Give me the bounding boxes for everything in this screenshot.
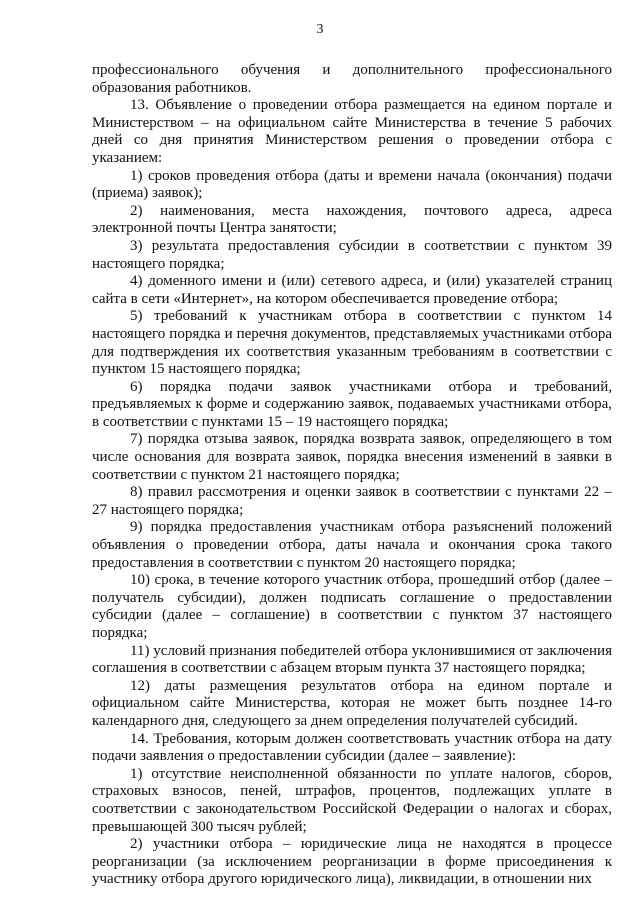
- paragraph-subitem-13-9: 9) порядка предоставления участникам отбора разъяснений положений объявления о проведении отбора, даты начала и окончания срока такого предоставления в соответствии с пунктом 20 настоящего порядка;: [92, 519, 612, 571]
- paragraph-subitem-13-12: 12) даты размещения результатов отбора на едином портале и официальном сайте Министерства, которая не может быть позднее 14-го календарного дня, следующего за днем определения получателей субсидий.: [92, 677, 612, 729]
- paragraph-subitem-13-5: 5) требований к участникам отбора в соответствии с пунктом 14 настоящего порядка и перечня документов, представляемых участниками отбора для подтверждения их соответствия указанным требованиям в соответствии с пунктом 15 настоящего порядка;: [92, 308, 612, 378]
- paragraph-subitem-13-3: 3) результата предоставления субсидии в соответствии с пунктом 39 настоящего порядка;: [92, 237, 612, 272]
- paragraph-subitem-13-11: 11) условий признания победителей отбора уклонившимися от заключения соглашения в соответствии с абзацем вторым пункта 37 настоящего порядка;: [92, 642, 612, 677]
- paragraph-subitem-14-2: 2) участники отбора – юридические лица не находятся в процессе реорганизации (за исключением реорганизации в форме присоединения к участнику отбора другого юридического лица), ликвидации, в отношении них: [92, 836, 612, 888]
- paragraph-subitem-13-10: 10) срока, в течение которого участник отбора, прошедший отбор (далее – получатель субсидии), должен подписать соглашение о предоставлении субсидии (далее – соглашение) в соответствии с пунктом 37 настоящего порядка;: [92, 572, 612, 641]
- paragraph-subitem-13-7: 7) порядка отзыва заявок, порядка возврата заявок, определяющего в том числе основания для возврата заявок, порядка внесения изменений в заявки в соответствии с пунктом 21 настоящего порядка;: [92, 431, 612, 483]
- paragraph-item-13: 13. Объявление о проведении отбора размещается на едином портале и Министерством – на официальном сайте Министерства в течение 5 рабочих дней со дня принятия Министерством решения о проведении отбора с указанием:: [92, 97, 612, 166]
- paragraph-subitem-14-1: 1) отсутствие неисполненной обязанности по уплате налогов, сборов, страховых взносов, пеней, штрафов, процентов, подлежащих уплате в соответствии с законодательством Российской Федерации о налогах и сборах, превышающей 300 тысяч рублей;: [92, 765, 612, 835]
- paragraph-subitem-13-2: 2) наименования, места нахождения, почтового адреса, адреса электронной почты Центра занятости;: [92, 202, 612, 237]
- paragraph-subitem-13-4: 4) доменного имени и (или) сетевого адреса, и (или) указателей страниц сайта в сети «Интернет», на котором обеспечивается проведение отбора;: [92, 273, 612, 307]
- paragraph-subitem-13-8: 8) правил рассмотрения и оценки заявок в соответствии с пунктами 22 – 27 настоящего порядка;: [92, 484, 612, 518]
- paragraph-subitem-13-1: 1) сроков проведения отбора (даты и времени начала (окончания) подачи (приема) заявок);: [92, 167, 612, 202]
- document-body: [92, 62, 612, 889]
- page-number: 3: [316, 22, 324, 37]
- paragraph-continuation: профессионального обучения и дополнительного профессионального образования работников.: [92, 62, 612, 96]
- paragraph-item-14: 14. Требования, которым должен соответствовать участник отбора на дату подачи заявления о предоставлении субсидии (далее – заявление):: [92, 730, 612, 765]
- paragraph-subitem-13-6: 6) порядка подачи заявок участниками отбора и требований, предъявляемых к форме и содержанию заявок, подаваемых участниками отбора, в соответствии с пунктами 15 – 19 настоящего порядка;: [92, 378, 612, 430]
